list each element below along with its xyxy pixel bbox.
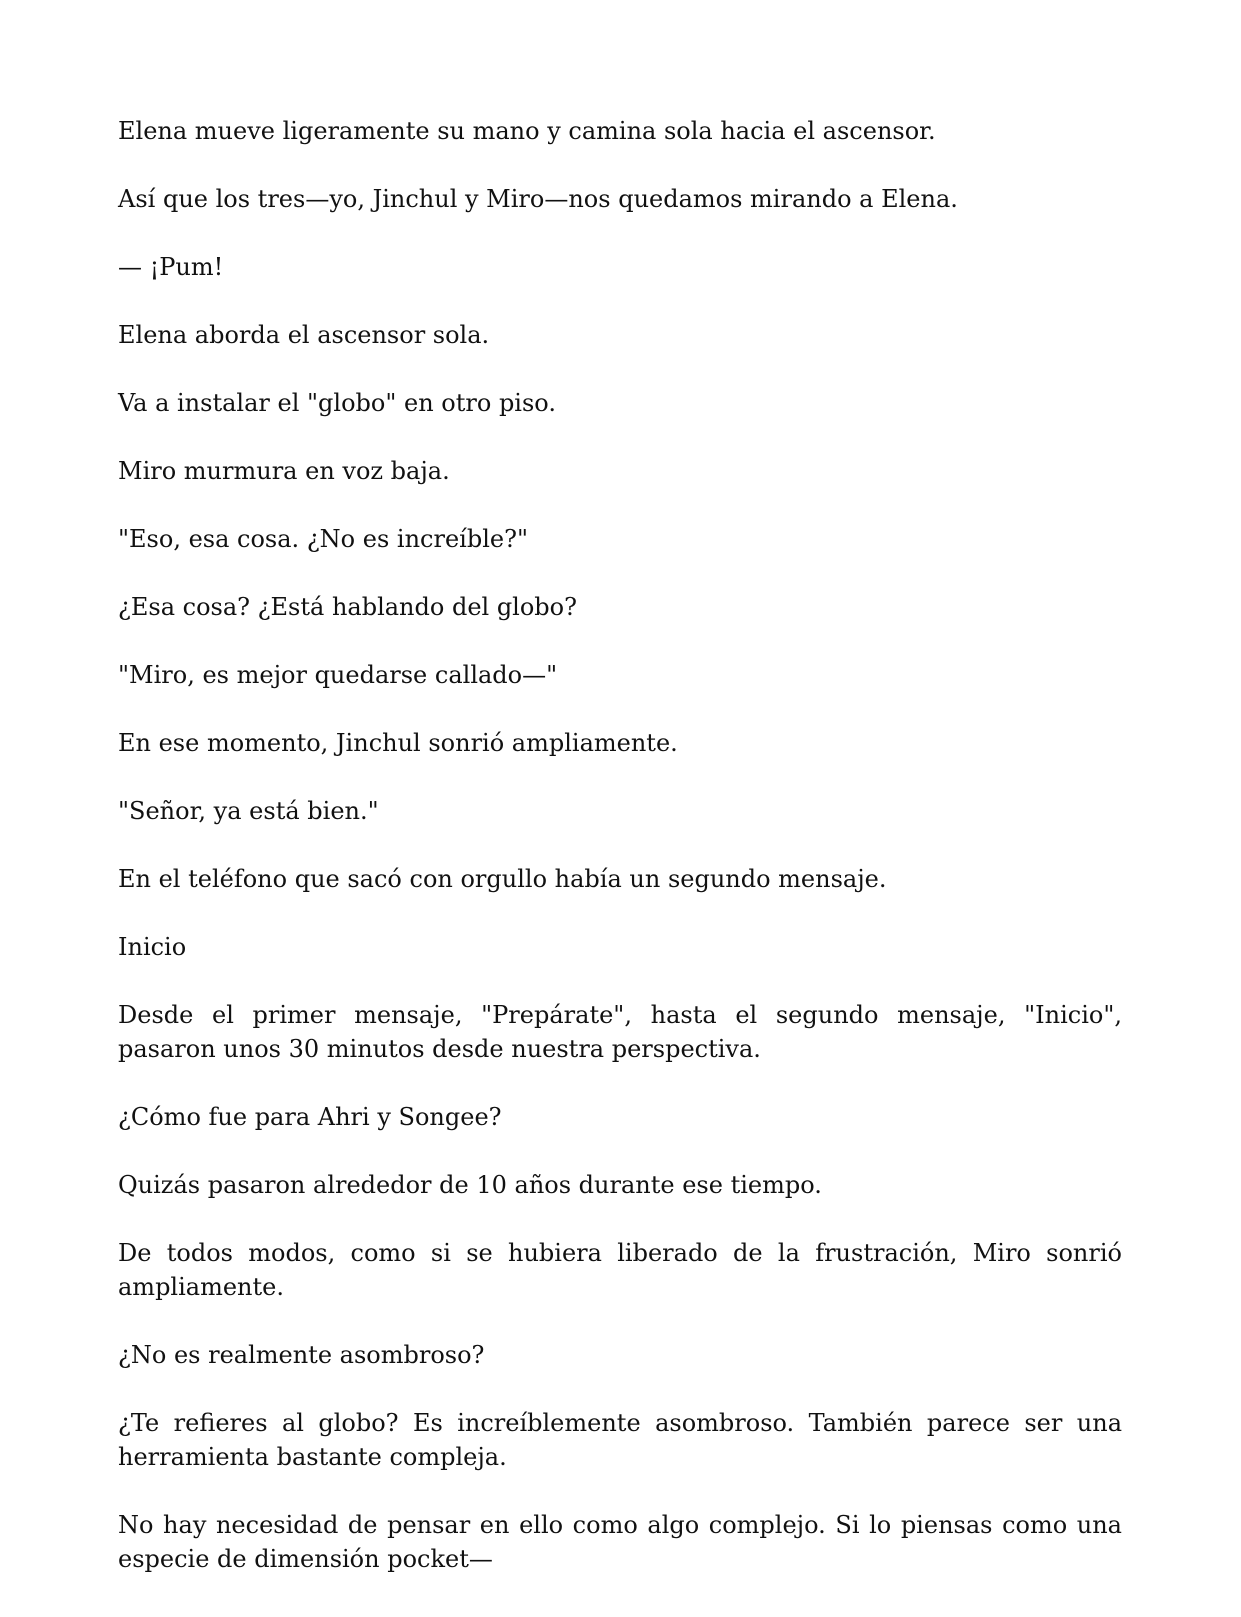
- paragraph: Así que los tres—yo, Jinchul y Miro—nos quedamos mirando a Elena.: [118, 185, 958, 213]
- paragraph: ¿Te refieres al globo? Es increíblemente asombroso. También parece ser una herramienta bastante compleja.: [118, 1409, 1122, 1471]
- paragraph: ¿Cómo fue para Ahri y Songee?: [118, 1103, 502, 1131]
- paragraph: ¿No es realmente asombroso?: [118, 1341, 485, 1369]
- paragraph: En ese momento, Jinchul sonrió ampliamente.: [118, 729, 678, 757]
- document-body: [118, 114, 1122, 1610]
- paragraph: Va a instalar el "globo" en otro piso.: [118, 389, 556, 417]
- paragraph: No hay necesidad de pensar en ello como algo complejo. Si lo piensas como una especie de dimensión pocket—: [118, 1511, 1122, 1573]
- paragraph: Quizás pasaron alrededor de 10 años durante ese tiempo.: [118, 1171, 822, 1199]
- paragraph: — ¡Pum!: [118, 253, 224, 281]
- paragraph: En el teléfono que sacó con orgullo había un segundo mensaje.: [118, 865, 887, 893]
- paragraph: Miro murmura en voz baja.: [118, 457, 450, 485]
- paragraph: "Señor, ya está bien.": [118, 797, 379, 825]
- paragraph: "Miro, es mejor quedarse callado—": [118, 661, 558, 689]
- paragraph: De todos modos, como si se hubiera liberado de la frustración, Miro sonrió ampliamente.: [118, 1239, 1122, 1301]
- paragraph: ¿Esa cosa? ¿Está hablando del globo?: [118, 593, 577, 621]
- paragraph: Elena aborda el ascensor sola.: [118, 321, 490, 349]
- paragraph: Inicio: [118, 933, 187, 961]
- paragraph: "Eso, esa cosa. ¿No es increíble?": [118, 525, 528, 553]
- paragraph: Elena mueve ligeramente su mano y camina sola hacia el ascensor.: [118, 117, 936, 145]
- paragraph: Desde el primer mensaje, "Prepárate", hasta el segundo mensaje, "Inicio", pasaron unos 30 minutos desde nuestra perspectiva.: [118, 1001, 1122, 1063]
